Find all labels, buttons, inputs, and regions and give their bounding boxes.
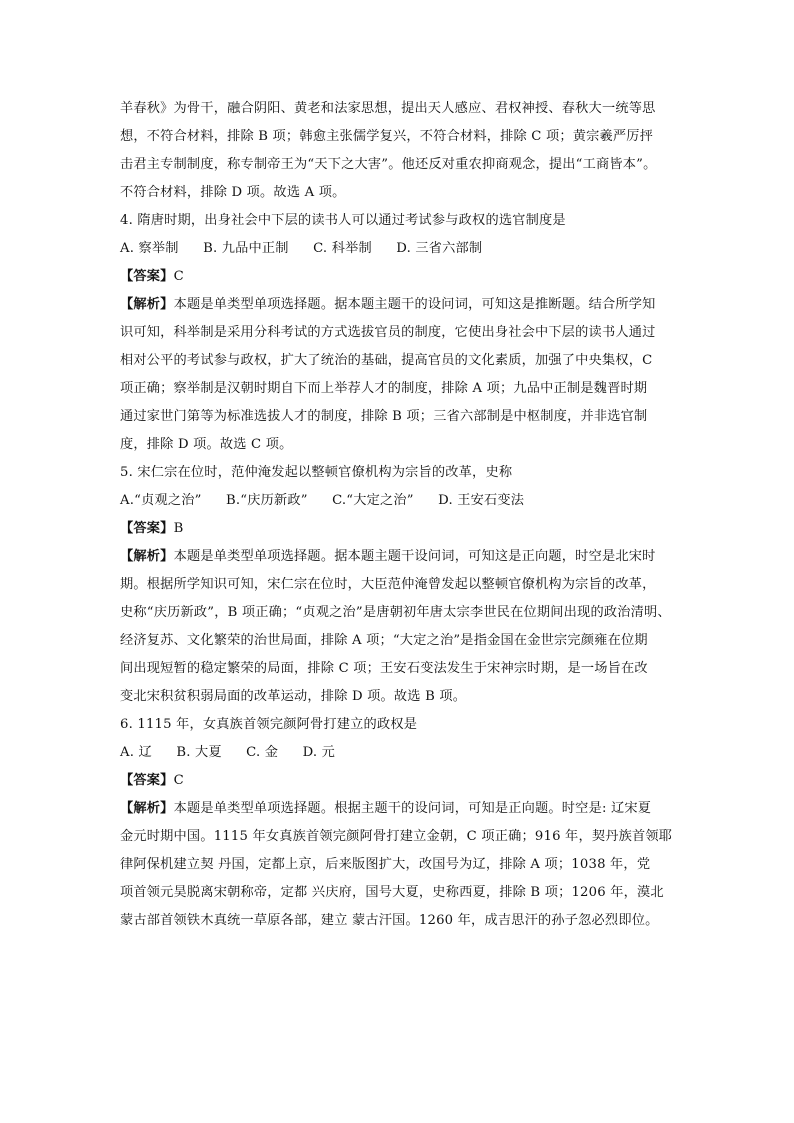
analysis-line: 项正确；察举制是汉朝时期自下而上举荐人才的制度，排除 A 项；九品中正制是魏晋时期 xyxy=(120,381,648,396)
analysis-line: 变北宋积贫积弱局面的改革运动，排除 D 项。故选 B 项。 xyxy=(120,689,467,704)
analysis-label: 【解析】 xyxy=(120,801,174,816)
answer-label: 【答案】 xyxy=(120,773,174,788)
analysis-text: 本题是单类型单项选择题。据本题主题干设问词，可知这是正向题，时空是北宋时 xyxy=(173,549,656,564)
answer-line xyxy=(120,515,680,543)
option-b: B. 大夏 xyxy=(176,745,222,760)
answer-value: C xyxy=(173,773,184,788)
intro-line: 想，不符合材料，排除 B 项；韩愈主张儒学复兴，不符合材料，排除 C 项；黄宗羲严厉抨 xyxy=(120,129,654,144)
option-b: B.“庆历新政” xyxy=(225,493,308,508)
answer-value: C xyxy=(173,269,184,284)
option-a: A. 察举制 xyxy=(120,241,179,256)
option-d: D. 王安石变法 xyxy=(438,493,525,508)
option-a: A.“贞观之治” xyxy=(120,493,202,508)
intro-paragraph xyxy=(120,95,680,207)
question-5 xyxy=(120,459,680,711)
analysis-line: 通过家世门第等为标准选拔人才的制度，排除 B 项；三省六部制是中枢制度，并非选官制 xyxy=(120,409,648,424)
intro-line: 羊春秋》为骨干，融合阴阳、黄老和法家思想，提出天人感应、君权神授、春秋大一统等思 xyxy=(120,101,656,116)
question-stem: 6. 1115 年，女真族首领完颜阿骨打建立的政权是 xyxy=(120,717,418,732)
document-page xyxy=(120,95,680,935)
question-options xyxy=(120,739,680,767)
analysis-line: 史称“庆历新政”，B 项正确；“贞观之治”是唐朝初年唐太宗李世民在位期间出现的政治清明、 xyxy=(120,605,671,620)
analysis-text: 本题是单类型单项选择题。根据主题干的设问词，可知是正向题。时空是: 辽宋夏 xyxy=(173,801,652,816)
question-stem: 4. 隋唐时期，出身社会中下层的读书人可以通过考试参与政权的选官制度是 xyxy=(120,213,566,228)
analysis-line: 间出现短暂的稳定繁荣的局面，排除 C 项；王安石变法发生于宋神宗时期，是一场旨在改 xyxy=(120,661,648,676)
analysis-line: 相对公平的考试参与政权，扩大了统治的基础，提高官员的文化素质，加强了中央集权，C xyxy=(120,353,653,368)
option-c: C.“大定之治” xyxy=(332,493,414,508)
option-c: C. 金 xyxy=(246,745,279,760)
analysis-line: 度，排除 D 项。故选 C 项。 xyxy=(120,437,293,452)
answer-line xyxy=(120,263,680,291)
question-6 xyxy=(120,711,680,935)
analysis-line xyxy=(120,291,680,319)
answer-value: B xyxy=(173,521,184,536)
analysis-line: 识可知，科举制是采用分科考试的方式选拔官员的制度，它使出身社会中下层的读书人通过 xyxy=(120,325,656,340)
analysis-line: 期。根据所学知识可知，宋仁宗在位时，大臣范仲淹曾发起以整顿官僚机构为宗旨的改革， xyxy=(120,577,656,592)
analysis-line: 金元时期中国。1115 年女真族首领完颜阿骨打建立金朝，C 项正确；916 年，契丹族首领耶 xyxy=(120,829,673,844)
question-options xyxy=(120,487,680,515)
analysis-label: 【解析】 xyxy=(120,297,174,312)
analysis-text: 本题是单类型单项选择题。据本题主题干的设问词，可知这是推断题。结合所学知 xyxy=(173,297,656,312)
option-a: A. 辽 xyxy=(120,745,152,760)
option-b: B. 九品中正制 xyxy=(203,241,289,256)
option-d: D. 三省六部制 xyxy=(396,241,483,256)
answer-label: 【答案】 xyxy=(120,521,174,536)
analysis-line: 经济复苏、文化繁荣的治世局面，排除 A 项；“大定之治”是指金国在金世宗完颜雍在位期 xyxy=(120,633,648,648)
analysis-line: 项首领元昊脱离宋朝称帝，定都 兴庆府，国号大夏，史称西夏，排除 B 项；1206 年，漠北 xyxy=(120,885,664,900)
question-options xyxy=(120,235,680,263)
option-d: D. 元 xyxy=(302,745,336,760)
analysis-line xyxy=(120,795,680,823)
analysis-label: 【解析】 xyxy=(120,549,174,564)
analysis-line: 律阿保机建立契 丹国，定都上京，后来版图扩大，改国号为辽，排除 A 项；1038 年，党 xyxy=(120,857,651,872)
answer-line xyxy=(120,767,680,795)
intro-line: 击君主专制制度，称专制帝王为“天下之大害”。他还反对重农抑商观念，提出“工商皆本”。 xyxy=(120,157,657,172)
intro-line: 不符合材料，排除 D 项。故选 A 项。 xyxy=(120,185,346,200)
option-c: C. 科举制 xyxy=(313,241,372,256)
analysis-line: 蒙古部首领铁木真统一草原各部，建立 蒙古汗国。1260 年，成吉思汗的孙子忽必烈即位。 xyxy=(120,913,659,928)
analysis-line xyxy=(120,543,680,571)
answer-label: 【答案】 xyxy=(120,269,174,284)
question-stem: 5. 宋仁宗在位时，范仲淹发起以整顿官僚机构为宗旨的改革，史称 xyxy=(120,465,513,480)
question-4 xyxy=(120,207,680,459)
